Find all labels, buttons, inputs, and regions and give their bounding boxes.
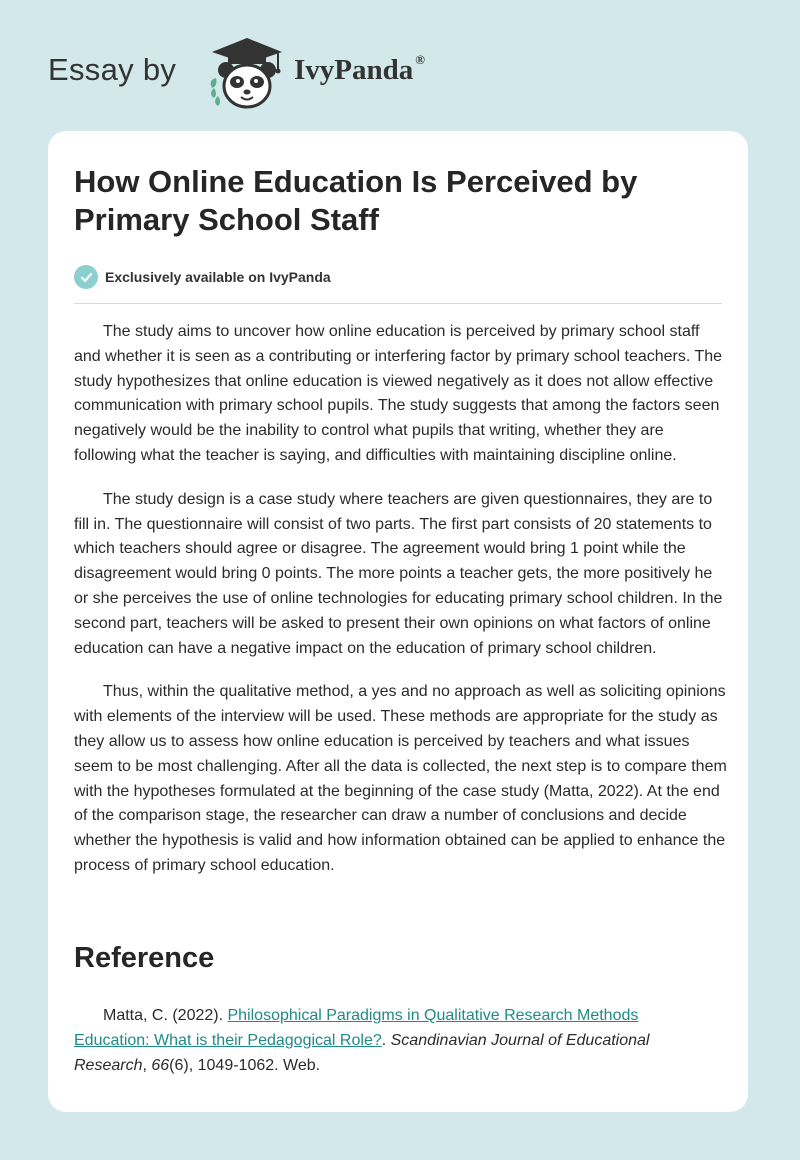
check-circle-icon <box>74 265 98 289</box>
reference-heading: Reference <box>74 942 215 974</box>
brand-prefix: Essay by <box>48 52 177 87</box>
reference-comma: , <box>142 1056 152 1074</box>
divider <box>74 303 722 304</box>
brand-header[interactable] <box>48 30 508 112</box>
exclusive-badge <box>74 264 331 290</box>
registered-mark: ® <box>415 52 425 67</box>
paragraph: The study aims to uncover how online education is perceived by primary school staff and whether it is seen as a contributing or interfering factor by primary school teachers. The study hypothesizes that online education is viewed negatively as it does not allow effective communication with primary school pupils. The study suggests that among the factors seen negatively would be the inability to control what pupils that writing, whether they are following what the teacher is saying, and difficulties with maintaining discipline online. <box>74 323 723 464</box>
paragraph: Thus, within the qualitative method, a yes and no approach as well as soliciting opinions with elements of the interview will be used. These methods are appropriate for the study as they allow us to assess how online education is perceived by teachers and what issues seem to be most challenging. After all the data is collected, the next step is to compare them with the hypotheses formulated at the beginning of the case study (Matta, 2022). At the end of the comparison stage, the researcher can draw a number of conclusions and decide whether the hypothesis is valid and how information obtained can be applied to enhance the process of primary school education. <box>74 683 727 874</box>
reference-author-year: Matta, C. (2022). <box>103 1007 228 1024</box>
badge-text: Exclusively available on IvyPanda <box>105 269 331 285</box>
reference-entry <box>74 1004 714 1078</box>
reference-link[interactable]: Philosophical Paradigms in Qualitative Research Methods Education: What is their Pedagogical Role? <box>74 1007 639 1049</box>
article-body <box>74 320 730 898</box>
paragraph: The study design is a case study where teachers are given questionnaires, they are to fill in. The questionnaire will consist of two parts. The first part consists of 20 statements to which teachers should agree or disagree. The agreement would bring 1 point while the disagreement would bring 0 points. The more points a teacher gets, the more positively he or she perceives the use of online technologies for educating primary school children. In the second part, teachers will be asked to present their own opinions on what factors of online education can have a negative impact on the education of primary school children. <box>74 490 723 657</box>
panda-graduate-icon <box>206 36 288 112</box>
page-title: How Online Education Is Perceived by Primary School Staff <box>74 164 638 237</box>
reference-issue-pages: (6), 1049-1062. Web. <box>169 1056 321 1074</box>
reference-separator: . <box>381 1031 391 1049</box>
reference-volume: 66 <box>151 1056 170 1074</box>
reference-journal: Scandinavian Journal of Educational Research <box>74 1031 650 1074</box>
essay-card <box>48 131 748 1112</box>
brand-name: IvyPanda ® <box>294 52 425 86</box>
